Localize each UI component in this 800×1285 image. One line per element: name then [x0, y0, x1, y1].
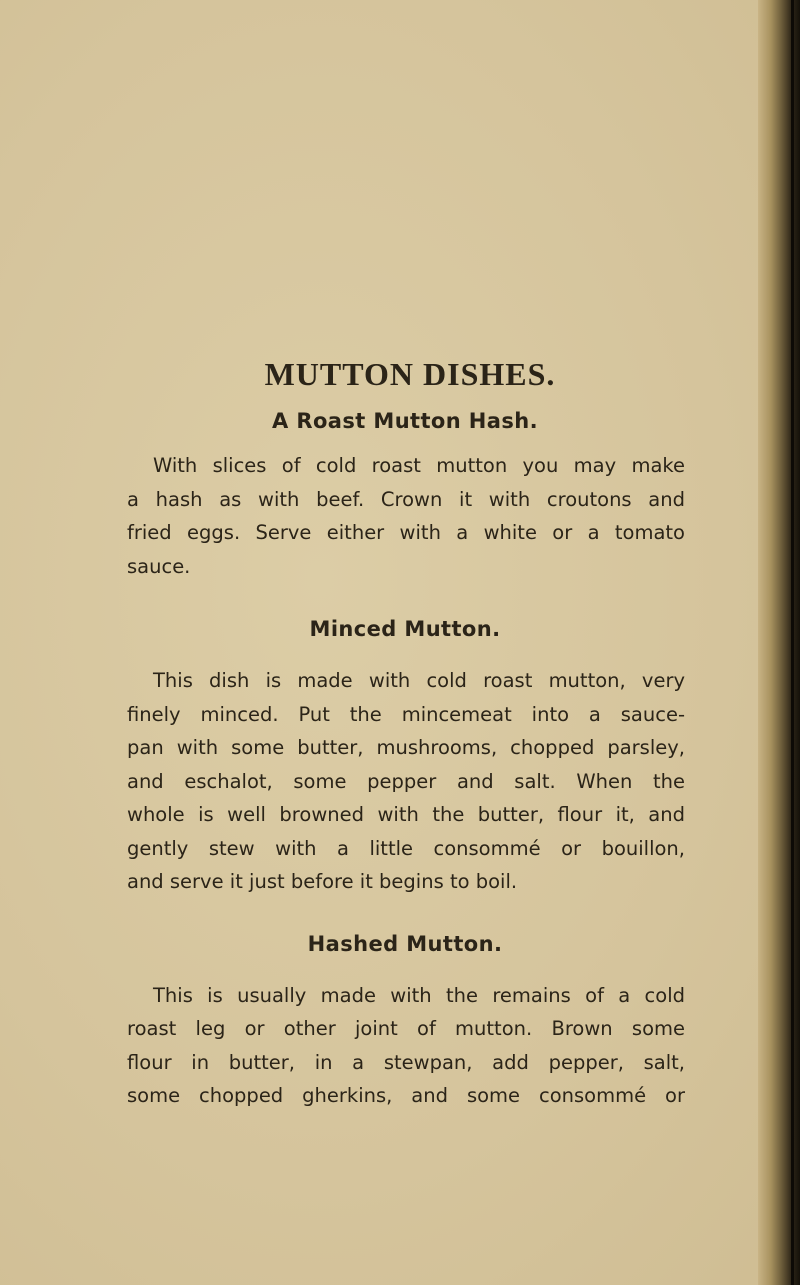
page-content: [125, 352, 685, 1113]
section-heading-minced-mutton: Minced Mutton.: [309, 617, 501, 641]
text-line: flour in butter, in a stewpan, add pepper, salt,: [127, 1050, 685, 1074]
section-heading-roast-mutton-hash: A Roast Mutton Hash.: [272, 409, 538, 433]
text-line: finely minced. Put the mincemeat into a sauce-: [127, 702, 685, 726]
section-heading-hashed-mutton: Hashed Mutton.: [307, 931, 503, 956]
text-line: some chopped gherkins, and some consommé or: [127, 1084, 685, 1107]
text-line: This is usually made with the remains of a cold: [153, 983, 685, 1007]
text-line: sauce.: [127, 554, 191, 578]
text-line: This dish is made with cold roast mutton, very: [153, 669, 685, 692]
text-line: With slices of cold roast mutton you may make: [153, 454, 685, 477]
chapter-title: MUTTON DISHES.: [264, 356, 556, 392]
text-line: and eschalot, some pepper and salt. When the: [127, 769, 685, 793]
text-line: fried eggs. Serve either with a white or a tomato: [127, 521, 685, 544]
paragraph-minced-mutton: [125, 664, 685, 899]
paragraph-roast-mutton-hash: [125, 449, 685, 583]
text-line: pan with some butter, mushrooms, chopped parsley,: [127, 736, 685, 759]
text-line: a hash as with beef. Crown it with croutons and: [127, 487, 685, 511]
text-line: roast leg or other joint of mutton. Brown some: [127, 1017, 685, 1040]
text-line: whole is well browned with the butter, flour it, and: [127, 803, 685, 826]
text-line: and serve it just before it begins to boil.: [127, 870, 518, 893]
paragraph-hashed-mutton: [125, 979, 685, 1113]
book-edge: [791, 0, 794, 1285]
text-line: gently stew with a little consommé or bouillon,: [127, 836, 685, 860]
